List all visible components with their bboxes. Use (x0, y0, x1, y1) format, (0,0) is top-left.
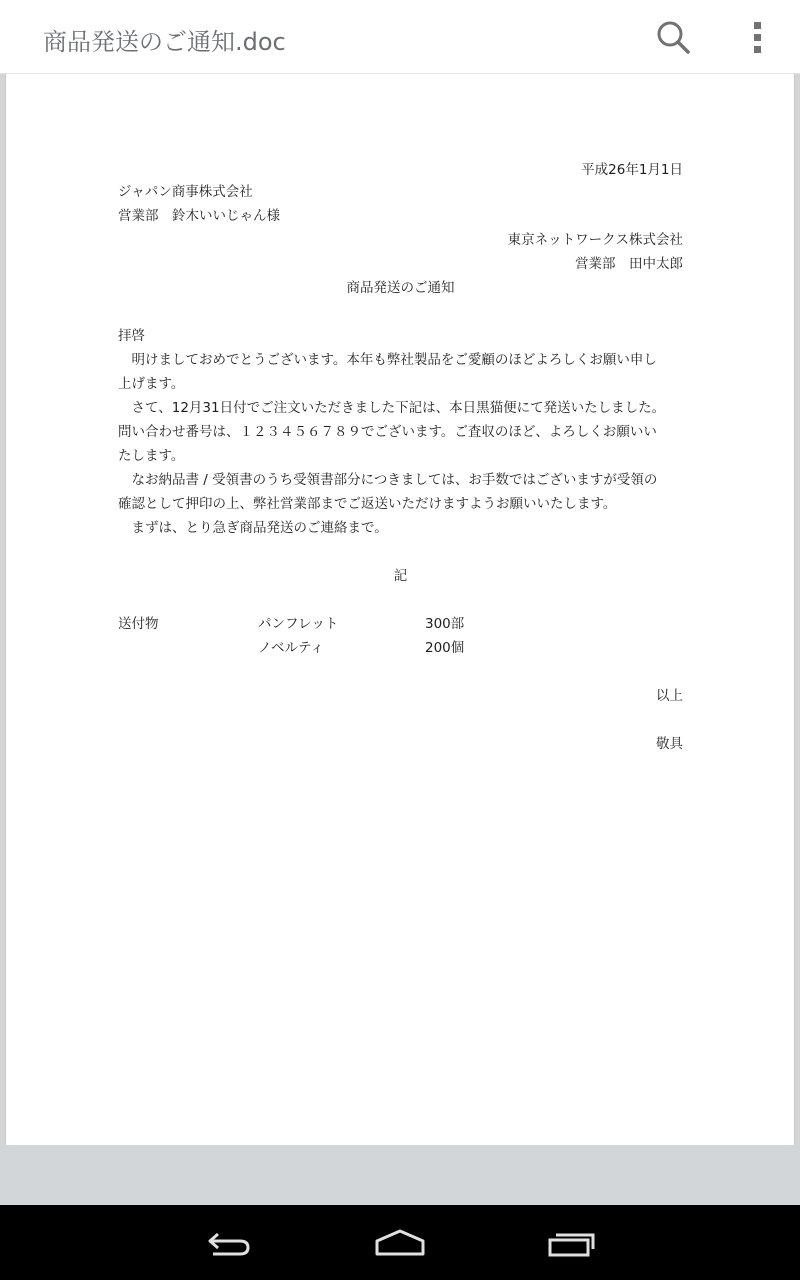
body-line: まずは、とり急ぎ商品発送のご連絡まで。 (118, 520, 388, 536)
recipient-company: ジャパン商事株式会社 (118, 184, 253, 200)
item-name: ノベルティ (258, 640, 324, 656)
body-line: 上げます。 (118, 376, 185, 392)
recents-button[interactable] (542, 1223, 602, 1263)
overflow-menu-button[interactable] (744, 16, 772, 58)
document-title: 商品発送のご通知.doc (43, 28, 286, 56)
item-quantity: 200個 (425, 640, 465, 656)
sender-person: 営業部 田中太郎 (575, 256, 683, 272)
ijou-text: 以上 (656, 688, 683, 704)
salutation: 拝啓 (118, 328, 145, 344)
recipient-person: 営業部 鈴木いいじゃん様 (118, 208, 280, 224)
ki-heading: 記 (393, 568, 408, 584)
closing-text: 敬具 (656, 736, 683, 752)
document-page[interactable] (5, 74, 795, 1145)
document-date: 平成26年1月1日 (581, 162, 683, 178)
sender-company: 東京ネットワークス株式会社 (507, 232, 683, 248)
back-button[interactable] (200, 1223, 260, 1263)
search-icon (652, 16, 694, 58)
back-icon (200, 1223, 260, 1263)
body-line: 問い合わせ番号は、１２３４５６７８９でございます。ご査収のほど、よろしくお願いい (118, 424, 657, 440)
search-button[interactable] (652, 16, 694, 58)
recents-icon (542, 1223, 602, 1263)
system-navigation-bar (0, 1205, 800, 1280)
body-line: なお納品書 / 受領書のうち受領書部分につきましては、お手数ではございますが受領の (118, 472, 658, 488)
item-name: パンフレット (258, 616, 339, 632)
body-line: たします。 (118, 448, 185, 464)
home-icon (370, 1223, 430, 1263)
home-button[interactable] (370, 1223, 430, 1263)
body-line: 明けましておめでとうございます。本年も弊社製品をご愛顧のほどよろしくお願い申し (118, 352, 657, 368)
document-subject: 商品発送のご通知 (346, 280, 455, 296)
body-line: 確認として押印の上、弊社営業部までご返送いただけますようお願いいたします。 (118, 496, 617, 512)
item-quantity: 300部 (425, 616, 465, 632)
body-line: さて、12月31日付でご注文いただきました下記は、本日黒猫便にて発送いたしました。 (118, 400, 666, 416)
app-bar (0, 0, 800, 74)
items-label: 送付物 (118, 616, 159, 632)
